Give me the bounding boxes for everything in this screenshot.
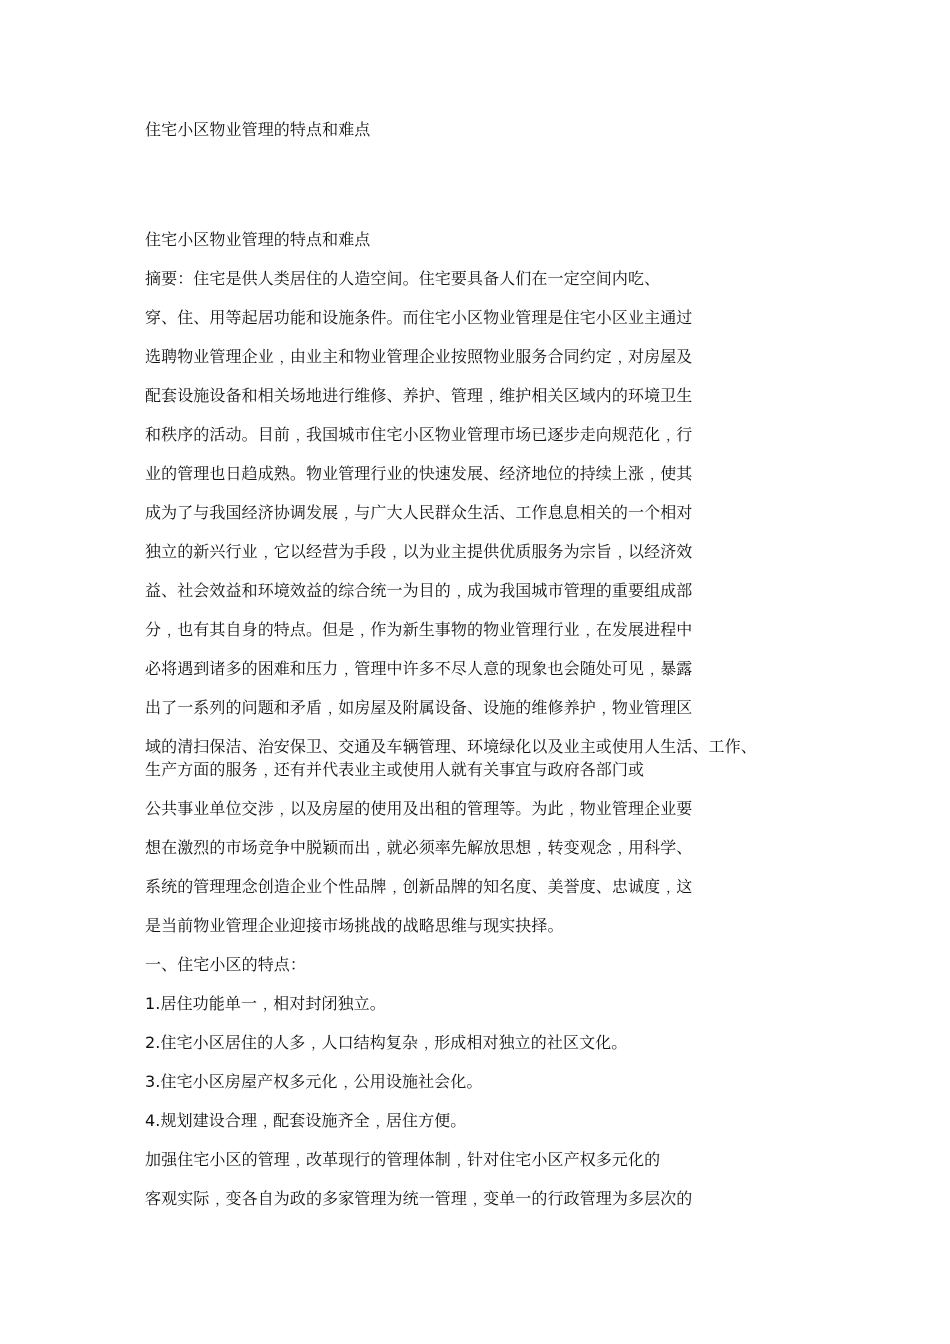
list-item: 3.住宅小区房屋产权多元化﹐公用设施社会化。 [145,1072,483,1091]
text-line: 客观实际﹐变各自为政的多家管理为统一管理﹐变单一的行政管理为多层次的 [145,1189,693,1208]
text-line: 益、社会效益和环境效益的综合统一为目的﹐成为我国城市管理的重要组成部 [145,581,693,600]
document-title: 住宅小区物业管理的特点和难点 [145,230,371,249]
text-line: 配套设施设备和相关场地进行维修、养护、管理﹐维护相关区域内的环境卫生 [145,386,693,405]
list-item: 1.居住功能单一﹐相对封闭独立。 [145,994,386,1013]
text-line: 系统的管理理念创造企业个性品牌﹐创新品牌的知名度、美誉度、忠诚度﹐这 [145,877,693,896]
list-item: 4.规划建设合理﹐配套设施齐全﹐居住方便。 [145,1111,467,1130]
text-line: 域的清扫保洁、治安保卫、交通及车辆管理、环境绿化以及业主或使用人生活、工作、 [145,737,757,756]
text-line: 穿、住、用等起居功能和设施条件。而住宅小区物业管理是住宅小区业主通过 [145,308,693,327]
text-line: 生产方面的服务﹐还有并代表业主或使用人就有关事宜与政府各部门或 [145,760,645,779]
text-line: 公共事业单位交涉﹐以及房屋的使用及出租的管理等。为此﹐物业管理企业要 [145,799,693,818]
text-line: 必将遇到诸多的困难和压力﹐管理中许多不尽人意的现象也会随处可见﹐暴露 [145,659,693,678]
text-line: 和秩序的活动。目前﹐我国城市住宅小区物业管理市场已逐步走向规范化﹐行 [145,425,693,444]
text-line: 加强住宅小区的管理﹐改革现行的管理体制﹐针对住宅小区产权多元化的 [145,1150,661,1169]
section-heading: 一、住宅小区的特点： [145,955,307,974]
text-line: 想在激烈的市场竞争中脱颖而出﹐就必须率先解放思想﹐转变观念﹐用科学、 [145,838,693,857]
text-line: 独立的新兴行业﹐它以经营为手段﹐以为业主提供优质服务为宗旨﹐以经济效 [145,542,693,561]
text-line: 成为了与我国经济协调发展﹐与广大人民群众生活、工作息息相关的一个相对 [145,503,693,522]
text-line: 出了一系列的问题和矛盾﹐如房屋及附属设备、设施的维修养护﹐物业管理区 [145,698,693,717]
text-line: 摘要：住宅是供人类居住的人造空间。住宅要具备人们在一定空间内吃、 [145,269,661,288]
text-line: 分﹐也有其自身的特点。但是﹐作为新生事物的物业管理行业﹐在发展进程中 [145,620,693,639]
text-line: 是当前物业管理企业迎接市场挑战的战略思维与现实抉择。 [145,916,564,935]
list-item: 2.住宅小区居住的人多﹐人口结构复杂﹐形成相对独立的社区文化。 [145,1033,628,1052]
text-line: 业的管理也日趋成熟。物业管理行业的快速发展、经济地位的持续上涨﹐使其 [145,464,693,483]
document-header-title: 住宅小区物业管理的特点和难点 [145,120,371,139]
text-line: 选聘物业管理企业﹐由业主和物业管理企业按照物业服务合同约定﹐对房屋及 [145,347,693,366]
